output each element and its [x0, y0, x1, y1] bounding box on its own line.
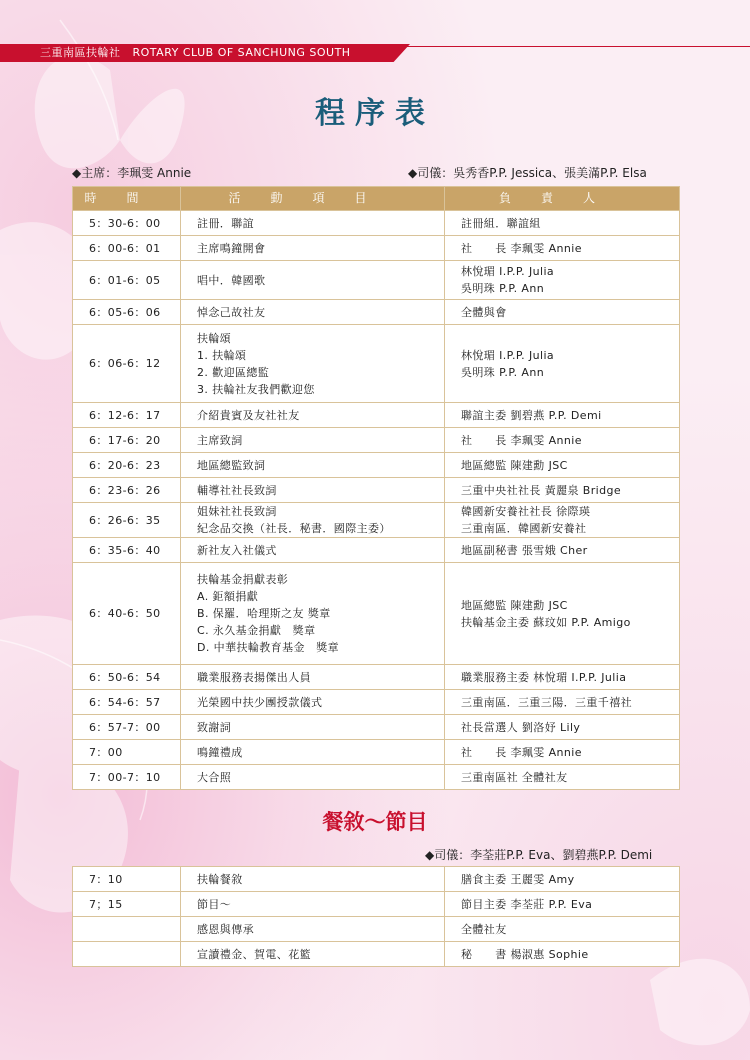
section-title-dinner: 餐敘～節目: [322, 809, 428, 834]
activity-cell: [181, 665, 445, 690]
activity-cell-line: 職業服務表揚傑出人員: [197, 670, 311, 684]
table-row: [73, 428, 680, 453]
time-cell: 6：00-6：01: [73, 236, 181, 261]
activity-cell-line: 2. 歡迎區總監: [197, 365, 270, 379]
club-name: [40, 45, 351, 61]
activity-cell: [181, 428, 445, 453]
time-cell: 6：23-6：26: [73, 478, 181, 503]
table-row: [73, 942, 680, 967]
person-cell: [445, 715, 680, 740]
header-banner: [0, 44, 750, 62]
activity-cell-line: 紀念品交換（社長．秘書．國際主委）: [197, 522, 391, 535]
activity-cell-line: 地區總監致詞: [197, 458, 266, 472]
activity-cell-line: B. 保羅．哈理斯之友 獎章: [197, 607, 331, 620]
person-cell: [445, 665, 680, 690]
time-cell: 6：12-6：17: [73, 403, 181, 428]
person-cell: [445, 740, 680, 765]
table-row: [73, 765, 680, 790]
activity-cell-line: 鳴鐘禮成: [197, 745, 243, 759]
activity-cell: [181, 325, 445, 403]
person-cell-line: 三重中央社社長 黃麗泉 Bridge: [461, 483, 622, 497]
table-row: [73, 325, 680, 403]
club-name-chinese: 三重南區扶輪社: [40, 46, 121, 59]
activity-cell-line: 新社友入社儀式: [197, 543, 277, 557]
dinner-table: [72, 866, 680, 967]
activity-cell: 宣讀禮金、賀電、花籃: [181, 942, 445, 967]
activity-cell-line: 主席致詞: [197, 433, 243, 447]
activity-cell-line: 介紹貴賓及友社社友: [197, 408, 300, 422]
person-cell-line: 全體與會: [461, 305, 507, 319]
chair-info: ◆主席：李珮雯 Annie: [72, 166, 192, 180]
mc-info: ◆司儀：吳秀香P.P. Jessica、張美滿P.P. Elsa: [408, 166, 647, 180]
activity-cell: [181, 236, 445, 261]
table-row: [73, 538, 680, 563]
table-row: [73, 690, 680, 715]
person-cell-line: 職業服務主委 林悅瑂 I.P.P. Julia: [461, 670, 627, 684]
activity-cell-line: 悼念己故社友: [197, 305, 266, 319]
person-cell-line: 社 長 李珮雯 Annie: [461, 745, 582, 759]
activity-cell-line: 唱中．韓國歌: [197, 273, 266, 287]
activity-cell: 節目～: [181, 892, 445, 917]
activity-cell: [181, 453, 445, 478]
table-header-row: [73, 187, 680, 211]
activity-cell-line: 大合照: [197, 770, 232, 784]
activity-cell: [181, 403, 445, 428]
time-cell: 7：00-7：10: [73, 765, 181, 790]
person-cell-line: 扶輪基金主委 蘇玟如 P.P. Amigo: [461, 615, 631, 629]
table-row: [73, 236, 680, 261]
person-cell-line: 社 長 李珮雯 Annie: [461, 433, 582, 447]
time-cell: 6：50-6：54: [73, 665, 181, 690]
activity-cell: [181, 690, 445, 715]
time-cell: 6：05-6：06: [73, 300, 181, 325]
table-row: [73, 300, 680, 325]
time-cell: 6：26-6：35: [73, 503, 181, 538]
table-row: [73, 503, 680, 538]
person-cell-line: 韓國新安養社社長 徐際瑛: [461, 505, 591, 518]
activity-cell: [181, 715, 445, 740]
time-cell: 6：06-6：12: [73, 325, 181, 403]
mc2-info: ◆司儀：李荃莊P.P. Eva、劉碧燕P.P. Demi: [425, 848, 653, 862]
activity-cell-line: D. 中華扶輪教育基金 獎章: [197, 641, 340, 654]
person-cell: 節目主委 李荃莊 P.P. Eva: [445, 892, 680, 917]
person-cell: [445, 453, 680, 478]
person-cell-line: 林悅瑂 I.P.P. Julia: [461, 348, 555, 362]
column-header-person: 負責人: [445, 187, 680, 211]
person-cell: 膳食主委 王麗雯 Amy: [445, 867, 680, 892]
time-cell: 6：54-6：57: [73, 690, 181, 715]
person-cell: [445, 503, 680, 538]
person-cell: [445, 563, 680, 665]
activity-cell-line: 註冊．聯誼: [197, 216, 254, 230]
activity-cell: [181, 740, 445, 765]
activity-cell: [181, 503, 445, 538]
time-cell: [73, 942, 181, 967]
activity-cell: [181, 563, 445, 665]
table-row: [73, 740, 680, 765]
person-cell-line: 三重南區社 全體社友: [461, 770, 568, 784]
table-row: [73, 892, 680, 917]
person-cell: 秘 書 楊淑惠 Sophie: [445, 942, 680, 967]
activity-cell-line: 光榮國中扶少團授款儀式: [197, 695, 323, 709]
person-cell-line: 地區總監 陳建勳 JSC: [461, 458, 568, 472]
activity-cell: [181, 765, 445, 790]
person-cell: [445, 236, 680, 261]
person-cell-line: 吳明珠 P.P. Ann: [461, 282, 545, 295]
column-header-activity: 活動項目: [181, 187, 445, 211]
person-cell: [445, 538, 680, 563]
person-cell-line: 三重南區．韓國新安養社: [461, 522, 587, 535]
person-cell-line: 吳明珠 P.P. Ann: [461, 365, 545, 379]
activity-cell: 扶輪餐敘: [181, 867, 445, 892]
activity-cell: [181, 300, 445, 325]
table-row: [73, 211, 680, 236]
activity-cell: [181, 538, 445, 563]
person-cell: [445, 403, 680, 428]
time-cell: 6：17-6：20: [73, 428, 181, 453]
table-row: [73, 917, 680, 942]
activity-cell-line: 扶輪頌: [197, 331, 232, 345]
time-cell: 6：57-7：00: [73, 715, 181, 740]
activity-cell: [181, 211, 445, 236]
table-row: [73, 665, 680, 690]
club-name-english: ROTARY CLUB OF SANCHUNG SOUTH: [132, 46, 351, 59]
person-cell: [445, 300, 680, 325]
table-row: [73, 403, 680, 428]
activity-cell: [181, 478, 445, 503]
person-cell: 全體社友: [445, 917, 680, 942]
activity-cell-line: 3. 扶輪社友我們歡迎您: [197, 382, 315, 396]
time-cell: [73, 917, 181, 942]
person-cell-line: 聯誼主委 劉碧燕 P.P. Demi: [461, 408, 602, 422]
time-cell: 7：00: [73, 740, 181, 765]
person-cell-line: 地區總監 陳建勳 JSC: [461, 598, 568, 612]
column-header-time: 時間: [73, 187, 181, 211]
person-cell: [445, 765, 680, 790]
person-cell: [445, 428, 680, 453]
activity-cell-line: 1. 扶輪頌: [197, 348, 247, 362]
activity-cell-line: C. 永久基金捐獻 獎章: [197, 624, 316, 637]
table-row: [73, 453, 680, 478]
table-row: [73, 478, 680, 503]
activity-cell: [181, 261, 445, 300]
time-cell: 7：10: [73, 867, 181, 892]
banner-divider: [400, 46, 750, 47]
table-row: [73, 563, 680, 665]
activity-cell-line: 輔導社社長致詞: [197, 483, 277, 497]
person-cell-line: 三重南區．三重三陽．三重千禧社: [461, 695, 632, 709]
person-cell: [445, 478, 680, 503]
activity-cell-line: 姐妹社社長致詞: [197, 505, 277, 518]
time-cell: 7；15: [73, 892, 181, 917]
person-cell: [445, 690, 680, 715]
person-cell: [445, 261, 680, 300]
time-cell: 6：01-6：05: [73, 261, 181, 300]
activity-cell-line: 扶輪基金捐獻表彰: [197, 573, 289, 586]
activity-cell: 感恩與傳承: [181, 917, 445, 942]
table-row: [73, 715, 680, 740]
activity-cell-line: 致謝詞: [197, 720, 232, 734]
person-cell: [445, 325, 680, 403]
time-cell: 6：40-6：50: [73, 563, 181, 665]
person-cell-line: 地區副秘書 張雪娥 Cher: [461, 543, 588, 557]
activity-cell-line: A. 鉅額捐獻: [197, 590, 259, 603]
table-row: [73, 867, 680, 892]
table-row: [73, 261, 680, 300]
person-cell: [445, 211, 680, 236]
time-cell: 6：35-6：40: [73, 538, 181, 563]
person-cell-line: 註冊組．聯誼組: [461, 216, 541, 230]
page-title: 程序表: [315, 96, 435, 131]
time-cell: 6：20-6：23: [73, 453, 181, 478]
program-table: [72, 186, 680, 790]
time-cell: 5：30-6：00: [73, 211, 181, 236]
person-cell-line: 社 長 李珮雯 Annie: [461, 241, 582, 255]
activity-cell-line: 主席鳴鐘開會: [197, 241, 266, 255]
person-cell-line: 社長當選人 劉洛妤 Lily: [461, 720, 581, 734]
person-cell-line: 林悅瑂 I.P.P. Julia: [461, 265, 555, 278]
